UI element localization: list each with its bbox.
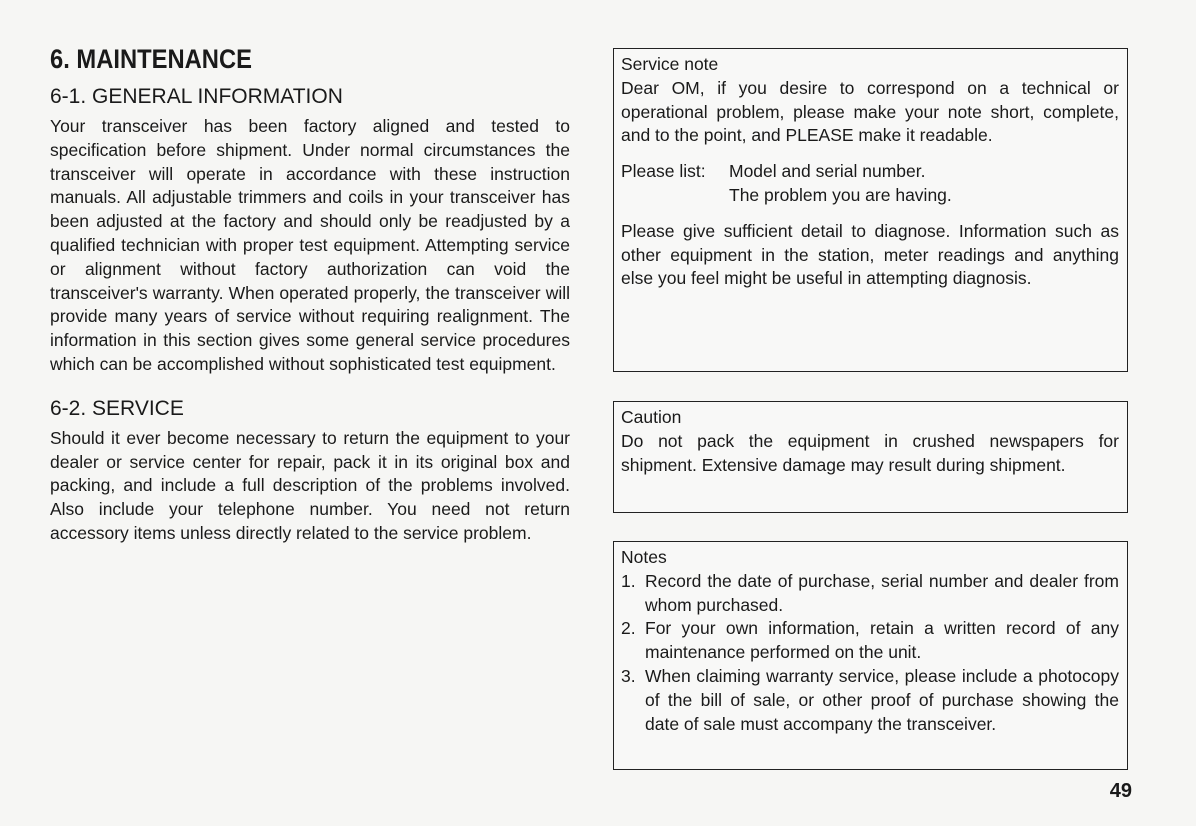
notes-list [621, 570, 1119, 737]
service-note-intro: Dear OM, if you desire to correspond on a technical or operational problem, please make your note short, complete, and to the point, and PLEASE make it readable. [621, 77, 1119, 146]
notes-title: Notes [621, 547, 667, 567]
please-list-item: Model and serial number. [729, 161, 926, 182]
page-number: 49 [1109, 780, 1132, 802]
service-note-detail: Please give sufficient detail to diagnose. Information such as other equipment in the station, meter readings and anything else you feel might be useful in attempting diagnosis. [621, 220, 1119, 289]
notes-box [613, 541, 1128, 770]
list-item: 2. For your own information, retain a written record of any maintenance performed on the unit. [621, 618, 1119, 663]
please-list-label: Please list: [621, 161, 706, 182]
left-column [50, 44, 570, 546]
please-list [621, 160, 1119, 208]
subsection-general-title: 6-1. GENERAL INFORMATION [50, 85, 343, 108]
caution-box [613, 401, 1128, 513]
caution-title: Caution [621, 407, 682, 427]
service-text: Should it ever become necessary to return the equipment to your dealer or service center for repair, pack it in its original box and packing, and include a full description of the problems involved. Also include your telephone number. You need not return accessory items unless directly related to the service problem. [50, 427, 570, 543]
list-item: 3. When claiming warranty service, please include a photocopy of the bill of sale, or other proof of purchase showing the date of sale must accompany the transceiver. [621, 665, 1119, 734]
service-note-title: Service note [621, 54, 719, 74]
please-list-item: The problem you are having. [729, 184, 952, 205]
list-item: 1. Record the date of purchase, serial number and dealer from whom purchased. [621, 570, 1119, 615]
general-information-text: Your transceiver has been factory aligned and tested to specification before shipment. Under normal circumstances the transceiver will operate in accordance with these instruction manuals. All adjustable trimmers and coils in your transceiver has been adjusted at the factory and should only be readjusted by a qualified technician with proper test equipment. Attempting service or alignment without factory authorization can void the transceiver's warranty. When operated properly, the transceiver will provide many years of service without requiring realignment. The information in this section gives some general service procedures which can be accomplished without sophisticated test equipment. [50, 116, 570, 374]
subsection-service-title: 6-2. SERVICE [50, 396, 184, 420]
section-title: 6. MAINTENANCE [50, 44, 252, 74]
caution-text: Do not pack the equipment in crushed newspapers for shipment. Extensive damage may result during shipment. [621, 430, 1119, 475]
service-note-box [613, 48, 1128, 372]
